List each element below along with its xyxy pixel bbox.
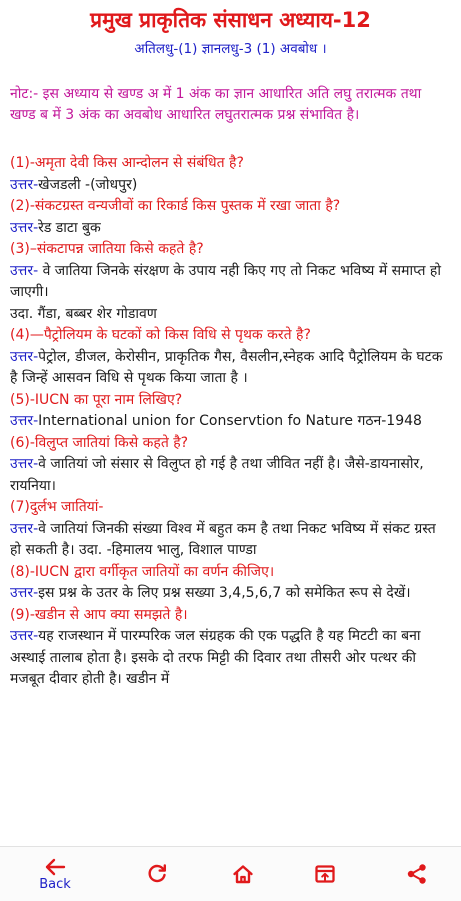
answer-text: वे जातिया जिनके संरक्षण के उपाय नही किए गए तो निकट भविष्य में समाप्त हो जाएगी। <box>10 262 441 300</box>
answer-2 <box>10 218 451 240</box>
question-8: (8)-IUCN द्वारा वर्गीकृत जातियों का वर्णन कीजिए। <box>10 563 275 580</box>
answer-text: खेजडली -(जोधपुर) <box>38 176 138 193</box>
question-6: (6)-विलुप्त जातियां किसे कहते है? <box>10 434 189 451</box>
answer-text: रेड डाटा बुक <box>38 219 101 236</box>
answer-text: International union for Conservtion fo Nature गठन-1948 <box>38 413 422 429</box>
answer-text: इस प्रश्न के उतर के लिए प्रश्न सख्या 3,4,5,6,7 को समेकित रूप से देखें। <box>38 585 411 601</box>
home-icon <box>232 863 254 885</box>
bottom-navigation-bar <box>0 846 461 901</box>
question-7: (7)दुर्लभ जातियां- <box>10 499 104 515</box>
answer-1 <box>10 175 451 197</box>
answer-label: उत्तर- <box>10 628 39 644</box>
share-icon <box>406 863 428 885</box>
open-in-new-tab-icon <box>314 863 336 885</box>
answer-label: उत्तर- <box>10 520 39 537</box>
page-subtitle: अतिलधु-(1) ज्ञानलधु-3 (1) अवबोध । <box>134 41 327 57</box>
answer-label: उत्तर- <box>10 219 39 236</box>
answer-text: वे जातियां जो संसार से विलुप्त हो गई है तथा जीवित नहीं है। जैसे-डायनासोर, रायनिया। <box>10 456 424 494</box>
answer-text: यह राजस्थान में पारम्परिक जल संग्रहक की एक पद्धति है यह मिटटी का बना अस्थाई तालाब होता है। इसके दो तरफ मिट्टी की दिवार तथा तीसरी ओर पत्थर की मजबूत दीवार होती है। खडीन में <box>10 628 421 687</box>
question-3: (3)–संकटापन्न जातिया किसे कहते है? <box>10 241 204 257</box>
answer-text: वे जातियां जिनकी संख्या विश्व में बहुत कम है तथा निकट भविष्य में संकट ग्रस्त हो सकती है। उदा. -हिमालय भालु, विशाल पाण्डा <box>10 520 436 558</box>
answer-9 <box>10 626 451 691</box>
answer-4 <box>10 347 451 390</box>
question-1: (1)-अमृता देवी किस आन्दोलन से संबंधित है? <box>10 155 244 171</box>
answer-8 <box>10 583 451 605</box>
answer-3-example: उदा. गैंडा, बब्बर शेर गोडावण <box>10 305 157 322</box>
question-9: (9)-खडीन से आप क्या समझते है। <box>10 606 188 623</box>
back-label: Back <box>39 876 71 892</box>
answer-label: उत्तर- <box>10 348 39 365</box>
back-button[interactable] <box>26 847 84 901</box>
answer-label: उत्तर- <box>10 585 39 601</box>
question-5: (5)-IUCN का पूरा नाम लिखिए? <box>10 391 183 408</box>
refresh-button[interactable] <box>136 847 178 901</box>
answer-label: उत्तर- <box>10 176 39 193</box>
question-4: (4)—पैट्रोलियम के घटकों को किस विधि से पृथक करते है? <box>10 327 311 343</box>
answer-label: उत्तर- <box>10 262 39 279</box>
answer-5 <box>10 411 451 433</box>
home-button[interactable] <box>222 847 264 901</box>
answer-label: उत्तर- <box>10 456 39 472</box>
chapter-note: नोट:- इस अध्याय से खण्ड अ में 1 अंक का ज्ञान आधारित अति लघु तरात्मक तथा खण्ड ब में 3 अंक का अवबोध आधारित लघुतरात्मक प्रश्न संभावित है। <box>10 86 422 123</box>
open-in-new-tab-button[interactable] <box>304 847 346 901</box>
question-answer-list <box>10 153 451 691</box>
page-title: प्रमुख प्राकृतिक संसाधन अध्याय-12 <box>90 8 371 32</box>
answer-7 <box>10 519 451 562</box>
share-button[interactable] <box>396 847 438 901</box>
arrow-left-icon <box>44 857 66 877</box>
answer-label: उत्तर- <box>10 413 39 429</box>
answer-6 <box>10 454 451 497</box>
refresh-icon <box>146 863 168 885</box>
question-2: (2)-संकटग्रस्त वन्यजीवों का रिकार्ड किस पुस्तक में रखा जाता है? <box>10 198 341 214</box>
answer-text: पेट्रोल, डीजल, केरोसीन, प्राकृतिक गैस, वैसलीन,स्नेहक आदि पैट्रोलियम के घटक है जिन्हें आसवन विधि से पृथक किया जाता है । <box>10 348 443 386</box>
answer-3 <box>10 261 451 304</box>
